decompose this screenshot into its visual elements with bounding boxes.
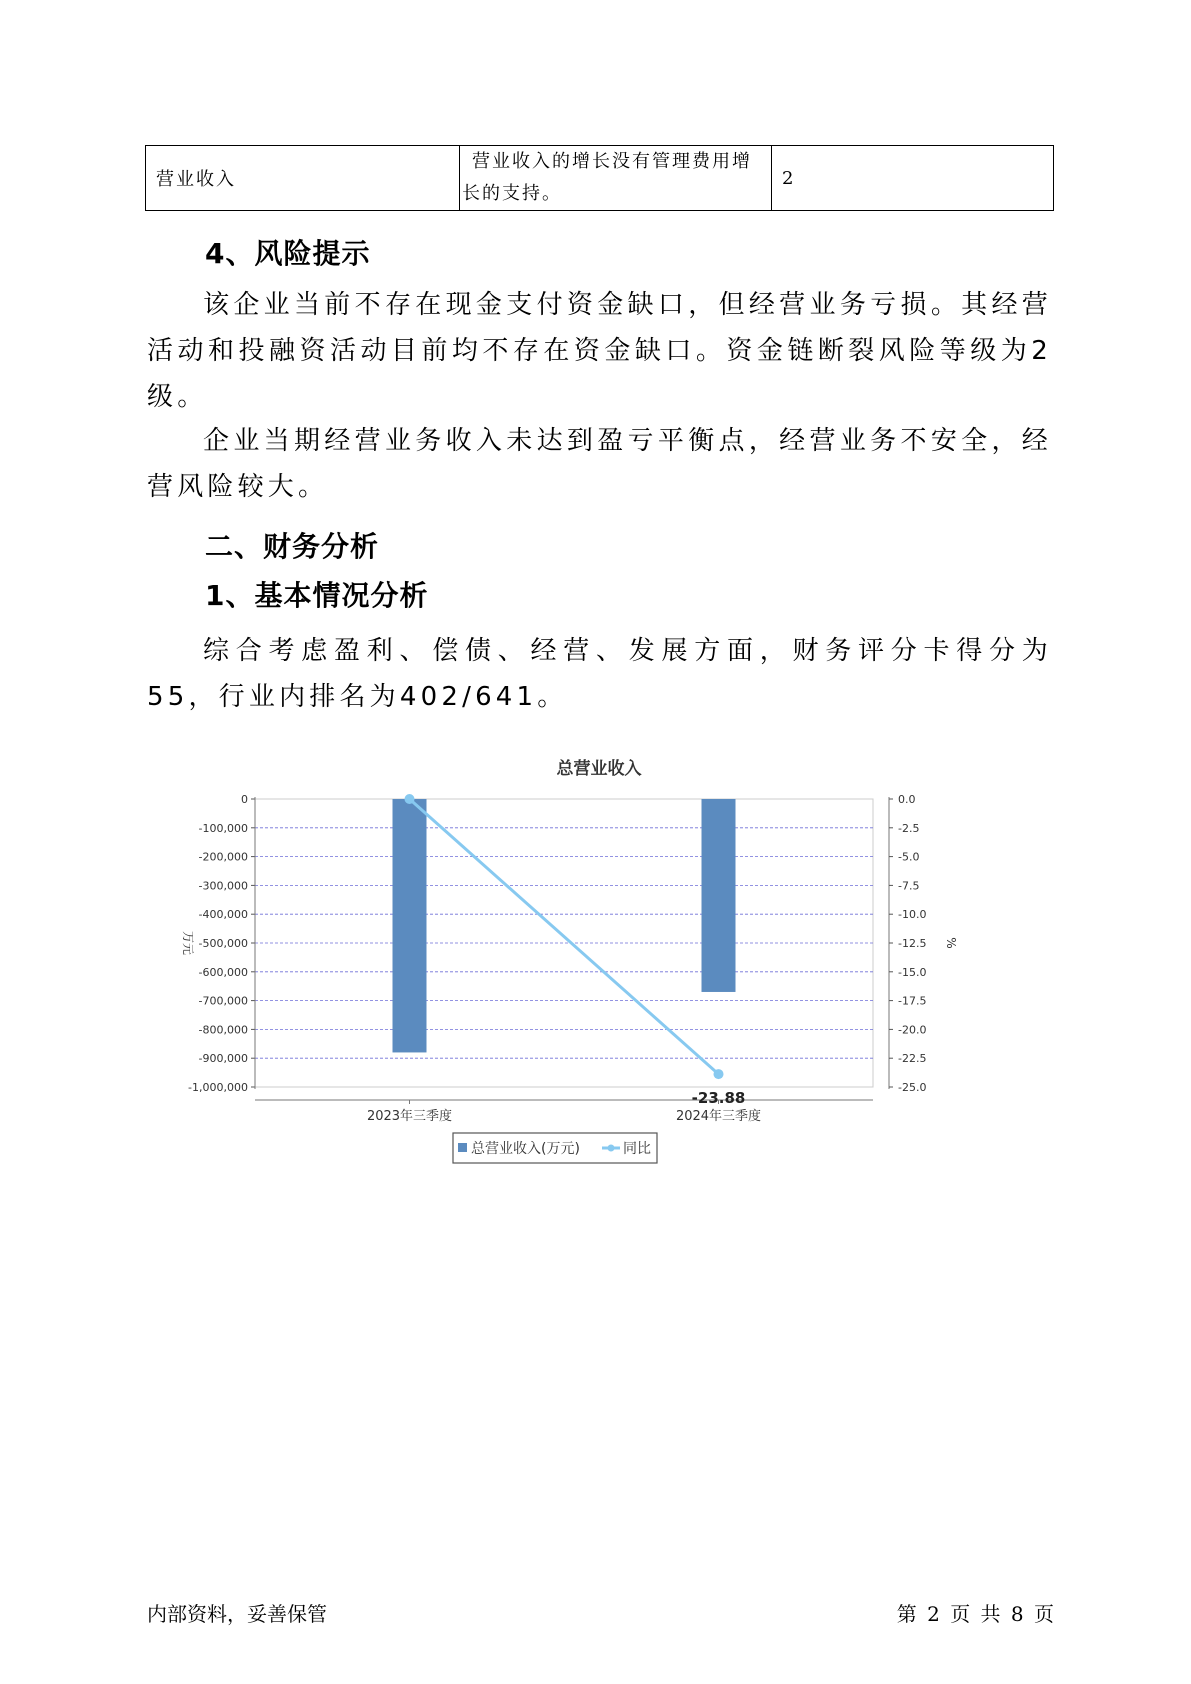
basic-analysis-heading: 1、基本情况分析 xyxy=(205,579,429,612)
y-tick-label: -1,000,000 xyxy=(188,1081,248,1094)
y-tick-label: -300,000 xyxy=(198,879,248,893)
basic-analysis-paragraph: 综合考虑盈利、偿债、经营、发展方面，财务评分卡得分为55，行业内排名为402/641。 xyxy=(147,636,1052,712)
indicator-description-cell: 营业收入的增长没有管理费用增长的支持。 xyxy=(460,146,772,211)
yoy-point xyxy=(714,1069,724,1079)
y2-tick-label: -20.0 xyxy=(898,1023,927,1037)
x-tick-label: 2023年三季度 xyxy=(366,1109,453,1124)
risk-paragraph-2: 企业当期经营业务收入未达到盈亏平衡点，经营业务不安全，经营风险较大。 xyxy=(147,426,1052,502)
y2-tick-label: -15.0 xyxy=(898,965,927,979)
indicator-table xyxy=(145,145,1054,211)
y-tick-label: -400,000 xyxy=(198,908,248,922)
y-tick-label: -700,000 xyxy=(198,994,248,1008)
y2-tick-label: -12.5 xyxy=(898,937,927,950)
y-tick-label: -800,000 xyxy=(198,1023,248,1037)
y2-tick-label: -7.5 xyxy=(898,879,920,893)
finance-section-heading: 二、财务分析 xyxy=(205,530,380,563)
indicator-score-cell: 2 xyxy=(772,146,1054,211)
y2-tick-label: -10.0 xyxy=(898,908,927,922)
footer-confidential: 内部资料，妥善保管 xyxy=(147,1602,327,1626)
yoy-line xyxy=(410,799,719,1074)
y2-tick-label: -2.5 xyxy=(898,821,920,835)
y-tick-label: -100,000 xyxy=(198,821,248,835)
y2-tick-label: 0.0 xyxy=(898,793,916,806)
revenue-chart xyxy=(180,740,1040,1210)
y2-tick-label: -17.5 xyxy=(898,994,927,1008)
revenue-chart-svg xyxy=(180,740,1040,1210)
indicator-name-cell: 营业收入 xyxy=(146,146,460,211)
revenue-bar xyxy=(393,799,427,1052)
revenue-bar xyxy=(702,799,736,992)
y2-axis-title: % xyxy=(944,937,958,949)
y2-tick-label: -5.0 xyxy=(898,850,920,864)
y-axis-title: 万元 xyxy=(181,930,195,956)
y-tick-label: 0 xyxy=(241,793,248,806)
legend-label-revenue: 总营业收入(万元) xyxy=(471,1141,580,1157)
y2-tick-label: -25.0 xyxy=(898,1081,927,1094)
risk-paragraph-1: 该企业当前不存在现金支付资金缺口，但经营业务亏损。其经营活动和投融资活动目前均不存在资金缺口。资金链断裂风险等级为2级。 xyxy=(147,290,1052,412)
risk-section-heading: 4、风险提示 xyxy=(205,237,371,270)
y-tick-label: -600,000 xyxy=(198,965,248,979)
footer-page-number: 第 2 页 共 8 页 xyxy=(896,1602,1054,1626)
y-tick-label: -200,000 xyxy=(198,850,248,864)
data-label: -23.88 xyxy=(691,1089,746,1108)
y-tick-label: -500,000 xyxy=(198,937,248,950)
legend-swatch-point xyxy=(608,1145,615,1152)
chart-title: 总营业收入 xyxy=(556,759,642,779)
y2-tick-label: -22.5 xyxy=(898,1052,927,1066)
legend-swatch-bar xyxy=(458,1143,467,1152)
x-tick-label: 2024年三季度 xyxy=(675,1109,762,1124)
table-row xyxy=(146,146,1054,211)
yoy-point xyxy=(405,794,415,804)
legend-label-yoy: 同比 xyxy=(623,1141,651,1157)
y-tick-label: -900,000 xyxy=(198,1052,248,1066)
